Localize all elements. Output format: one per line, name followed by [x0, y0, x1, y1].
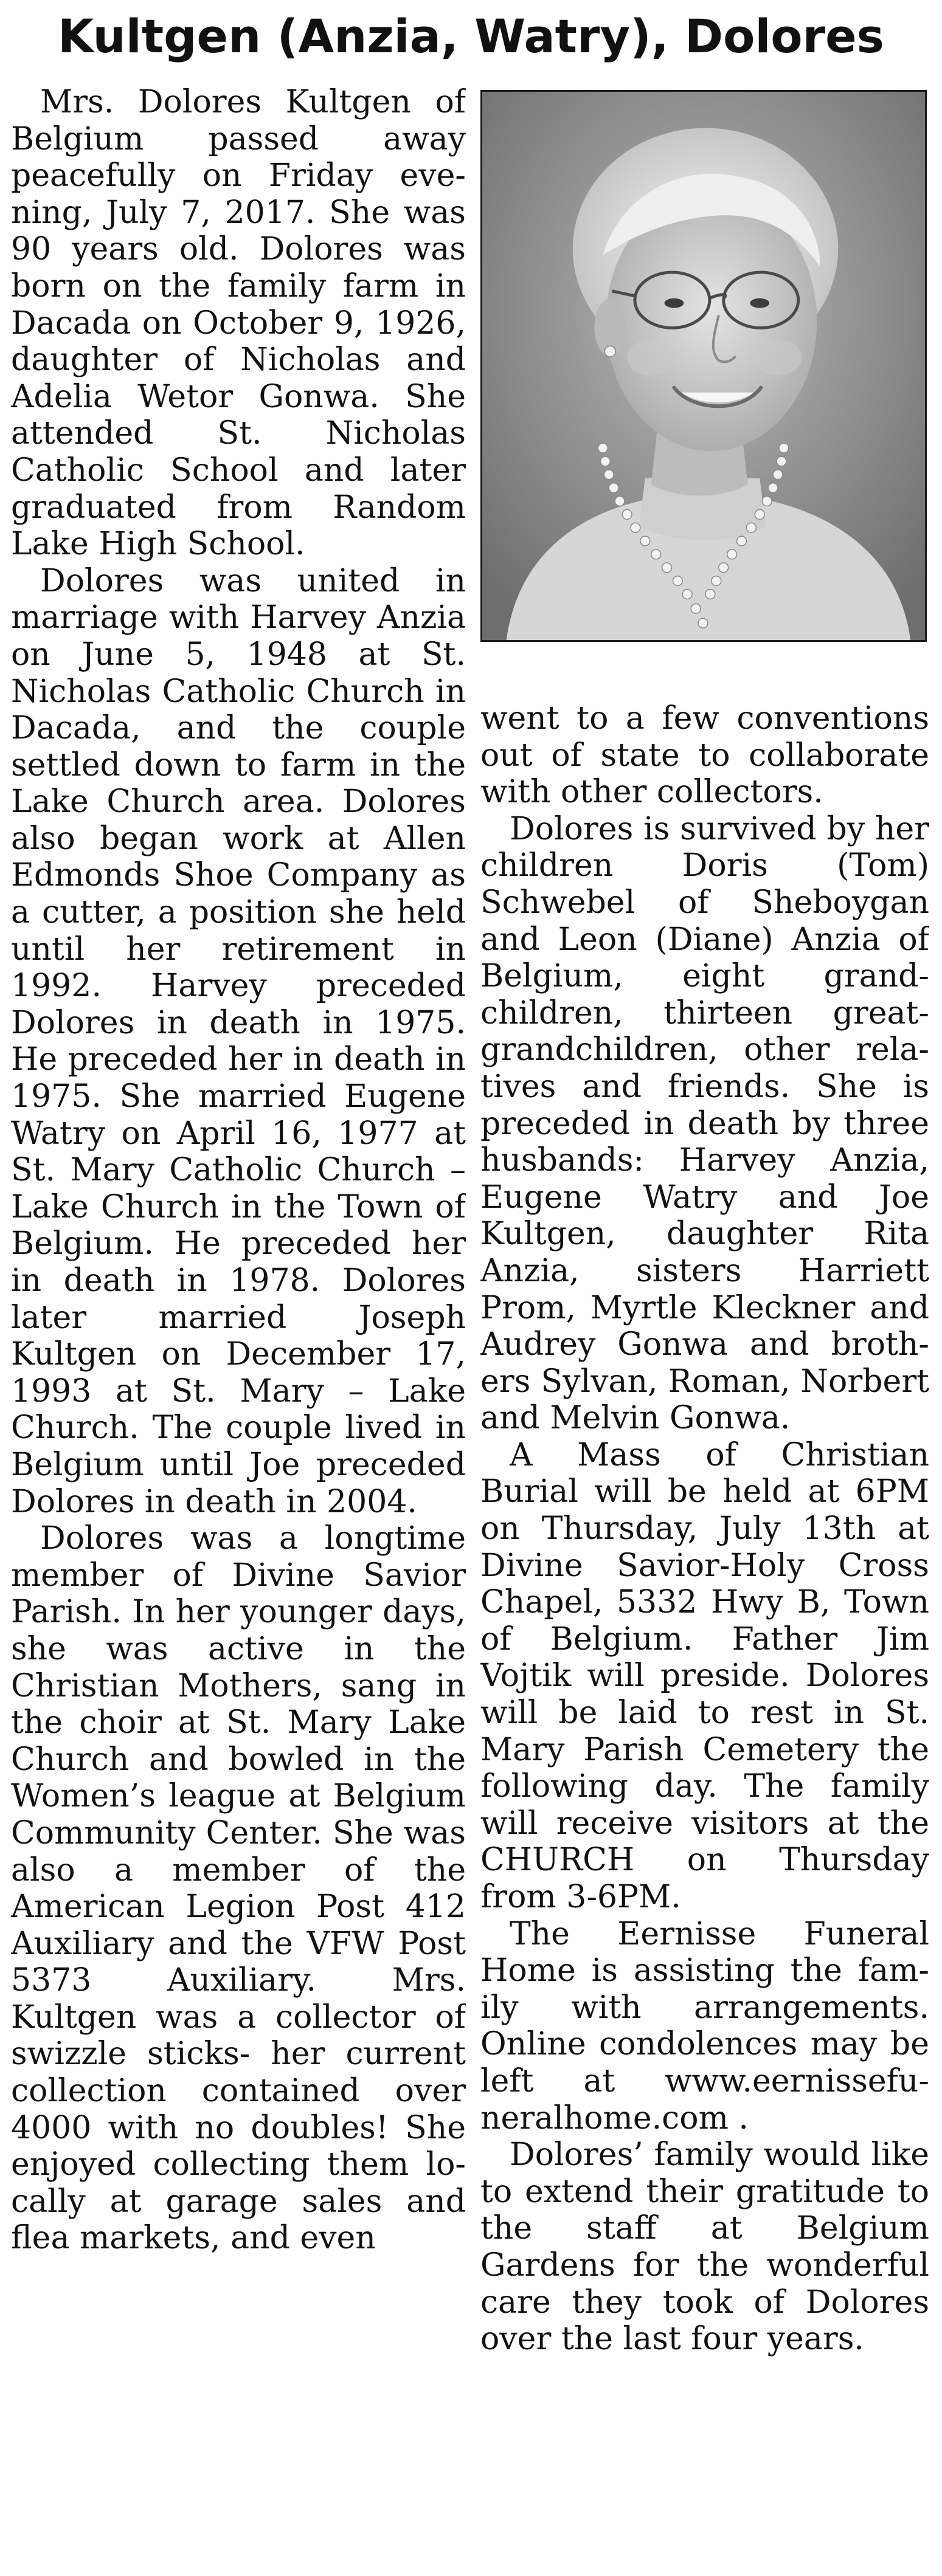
obituary-headline: Kultgen (Anzia, Watry), Dolores — [58, 9, 884, 63]
paragraph-activities: Dolores was a longtime member of Divine Savior Parish. In her younger days, she was active in the Christian Mothers, sang in the choir at St. Mary Lake Church and bowled in the Women’s league at Belgium Community Center. She was also a member of the American Legion Post 412 Auxiliary and the VFW Post 5373 Auxiliary. Mrs. Kultgen was a collector of swizzle sticks- her current collection contained over 4000 with no doubles! She enjoyed collecting them locally at garage sales and flea markets, and even — [11, 1520, 466, 2257]
paragraph-survivors: Dolores is survived by her children Doris (Tom) Schwebel of Sheboygan and Leon (Diane) Anzia of Belgium, eight grandchildren, thirteen great-grandchildren, other relatives and friends. She is preceded in death by three husbands: Harvey Anzia, Eugene Watry and Joe Kultgen, daughter Rita Anzia, sisters Harriett Prom, Myrtle Kleckner and Audrey Gonwa and brothers Sylvan, Roman, Norbert and Melvin Gonwa. — [480, 810, 929, 1437]
right-column — [480, 700, 929, 2572]
paragraph-services: A Mass of Christian Burial will be held at 6PM on Thursday, July 13th at Divine Savior-Holy Cross Chapel, 5332 Hwy B, Town of Belgium. Father Jim Vojtik will preside. Dolores will be laid to rest in St. Mary Parish Cemetery the following day. The family will receive visitors at the CHURCH on Thursday from 3-6PM. — [480, 1436, 929, 1915]
portrait-illustration — [482, 92, 925, 640]
left-column — [11, 84, 466, 2564]
paragraph-biography: Mrs. Dolores Kultgen of Belgium passed away peacefully on Friday evening, July 7, 2017. She was 90 years old. Dolores was born on the family farm in Dacada on October 9, 1926, daughter of Nicholas and Adelia Wetor Gonwa. She attended St. Nicholas Catholic School and later graduated from Random Lake High School. — [11, 84, 466, 563]
paragraph-continuation: went to a few conventions out of state to collaborate with other collectors. — [480, 700, 929, 811]
paragraph-marriages: Dolores was united in marriage with Harvey Anzia on June 5, 1948 at St. Nicholas Catholic Church in Dacada, and the couple settled down to farm in the Lake Church area. Dolores also began work at Allen Edmonds Shoe Company as a cutter, a position she held until her retirement in 1992. Harvey preceded Dolores in death in 1975. He preceded her in death in 1975. She married Eugene Watry on April 16, 1977 at St. Mary Catholic Church – Lake Church in the Town of Belgium. He preceded her in death in 1978. Dolores later married Joseph Kultgen on December 17, 1993 at St. Mary – Lake Church. The couple lived in Belgium until Joe preceded Dolores in death in 2004. — [11, 562, 466, 1520]
portrait-photo-icon — [480, 90, 927, 642]
paragraph-funeral-home: The Eernisse Funeral Home is assisting the family with arrangements. Online condolences may be left at www.eernissefuneralhome.com . — [480, 1915, 929, 2137]
paragraph-gratitude: Dolores’ family would like to extend their gratitude to the staff at Belgium Gardens for the wonderful care they took of Dolores over the last four years. — [480, 2137, 929, 2358]
